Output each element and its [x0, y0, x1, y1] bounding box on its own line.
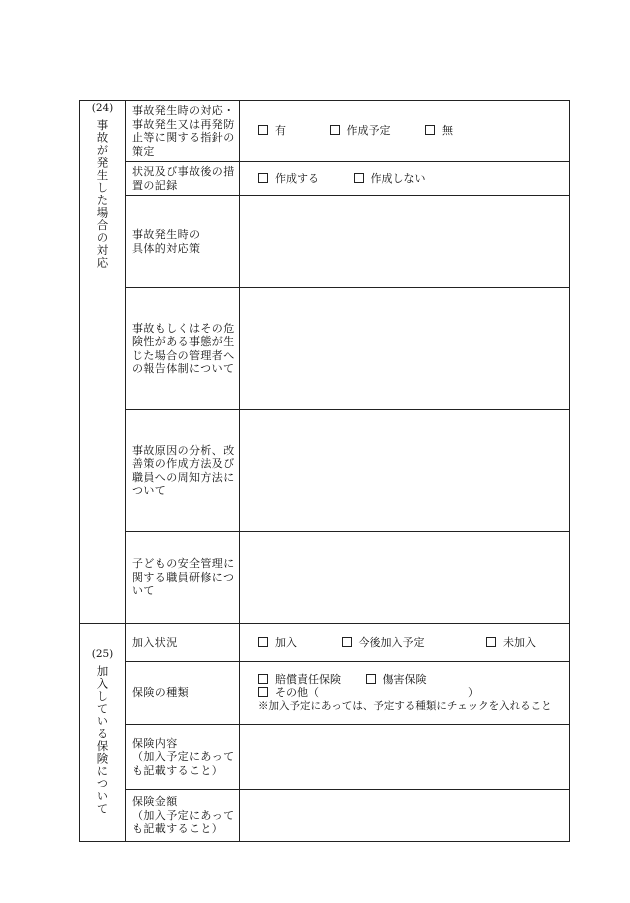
label-insurance-status: 加入状況 — [126, 624, 240, 662]
checkbox-status-none[interactable]: 未加入 — [486, 636, 536, 650]
input-accident-analysis[interactable] — [240, 410, 570, 532]
value-insurance-status — [240, 624, 570, 662]
checkbox-other-insurance[interactable]: その他（ — [258, 686, 468, 700]
input-accident-report[interactable] — [240, 288, 570, 410]
row-accident-manual — [80, 101, 570, 162]
checkbox-injury-insurance[interactable]: 傷害保険 — [366, 673, 427, 687]
checkbox-manual-no[interactable]: 無 — [425, 124, 453, 138]
checkbox-box — [425, 125, 435, 135]
label-accident-report: 事故もしくはその危険性がある事態が生じた場合の管理者への報告体制について — [126, 288, 240, 410]
value-accident-manual — [240, 101, 570, 162]
value-insurance-type — [240, 662, 570, 725]
checkbox-record-no[interactable]: 作成しない — [354, 172, 426, 186]
label-insurance-type: 保険の種類 — [126, 662, 240, 725]
checkbox-box — [258, 125, 268, 135]
insurance-type-note: ※加入予定にあっては、予定する種類にチェックを入れること — [258, 699, 552, 712]
section-25-number: (25) — [91, 647, 114, 660]
checkbox-box — [366, 674, 376, 684]
input-insurance-amount[interactable] — [240, 790, 570, 842]
row-insurance-amount — [80, 790, 570, 842]
value-accident-record — [240, 162, 570, 196]
label-insurance-content: 保険内容 （加入予定にあっても記載すること） — [126, 725, 240, 790]
label-accident-record: 状況及び事故後の措置の記録 — [126, 162, 240, 196]
checkbox-liability-insurance[interactable]: 賠償責任保険 — [258, 673, 362, 687]
checkbox-box — [258, 173, 268, 183]
section-24-header — [80, 101, 126, 624]
input-insurance-content[interactable] — [240, 725, 570, 790]
section-25-title: 加入している保険について — [95, 664, 110, 815]
input-safety-training[interactable] — [240, 532, 570, 624]
other-close-paren: ） — [468, 686, 479, 700]
checkbox-box — [486, 637, 496, 647]
section-24-number: (24) — [91, 102, 114, 114]
row-insurance-type — [80, 662, 570, 725]
checkbox-box — [258, 687, 268, 697]
label-insurance-amount: 保険金額 （加入予定にあっても記載すること） — [126, 790, 240, 842]
checkbox-record-yes[interactable]: 作成する — [258, 172, 350, 186]
checkbox-box — [258, 637, 268, 647]
label-safety-training: 子どもの安全管理に関する職員研修について — [126, 532, 240, 624]
checkbox-box — [258, 674, 268, 684]
input-accident-measures[interactable] — [240, 196, 570, 288]
checkbox-box — [354, 173, 364, 183]
row-accident-report — [80, 288, 570, 410]
checkbox-manual-yes[interactable]: 有 — [258, 124, 326, 138]
checkbox-status-joined[interactable]: 加入 — [258, 636, 338, 650]
row-insurance-status — [80, 624, 570, 662]
label-accident-manual: 事故発生時の対応・事故発生又は再発防止等に関する指針の策定 — [126, 101, 240, 162]
row-accident-measures — [80, 196, 570, 288]
insurance-type-line-1 — [258, 673, 569, 687]
insurance-type-line-2 — [258, 686, 569, 700]
section-24-title: 事故が発生した場合の対応 — [95, 119, 110, 269]
label-accident-analysis: 事故原因の分析、改善策の作成方法及び職員への周知方法について — [126, 410, 240, 532]
row-safety-training — [80, 532, 570, 624]
checkbox-manual-planned[interactable]: 作成予定 — [330, 124, 422, 138]
row-accident-analysis — [80, 410, 570, 532]
checkbox-box — [330, 125, 340, 135]
checkbox-status-planned[interactable]: 今後加入予定 — [342, 636, 483, 650]
label-accident-measures: 事故発生時の 具体的対応策 — [126, 196, 240, 288]
row-insurance-content — [80, 725, 570, 790]
row-accident-record — [80, 162, 570, 196]
section-25-header — [80, 624, 126, 842]
checkbox-box — [342, 637, 352, 647]
form-table — [79, 100, 570, 842]
